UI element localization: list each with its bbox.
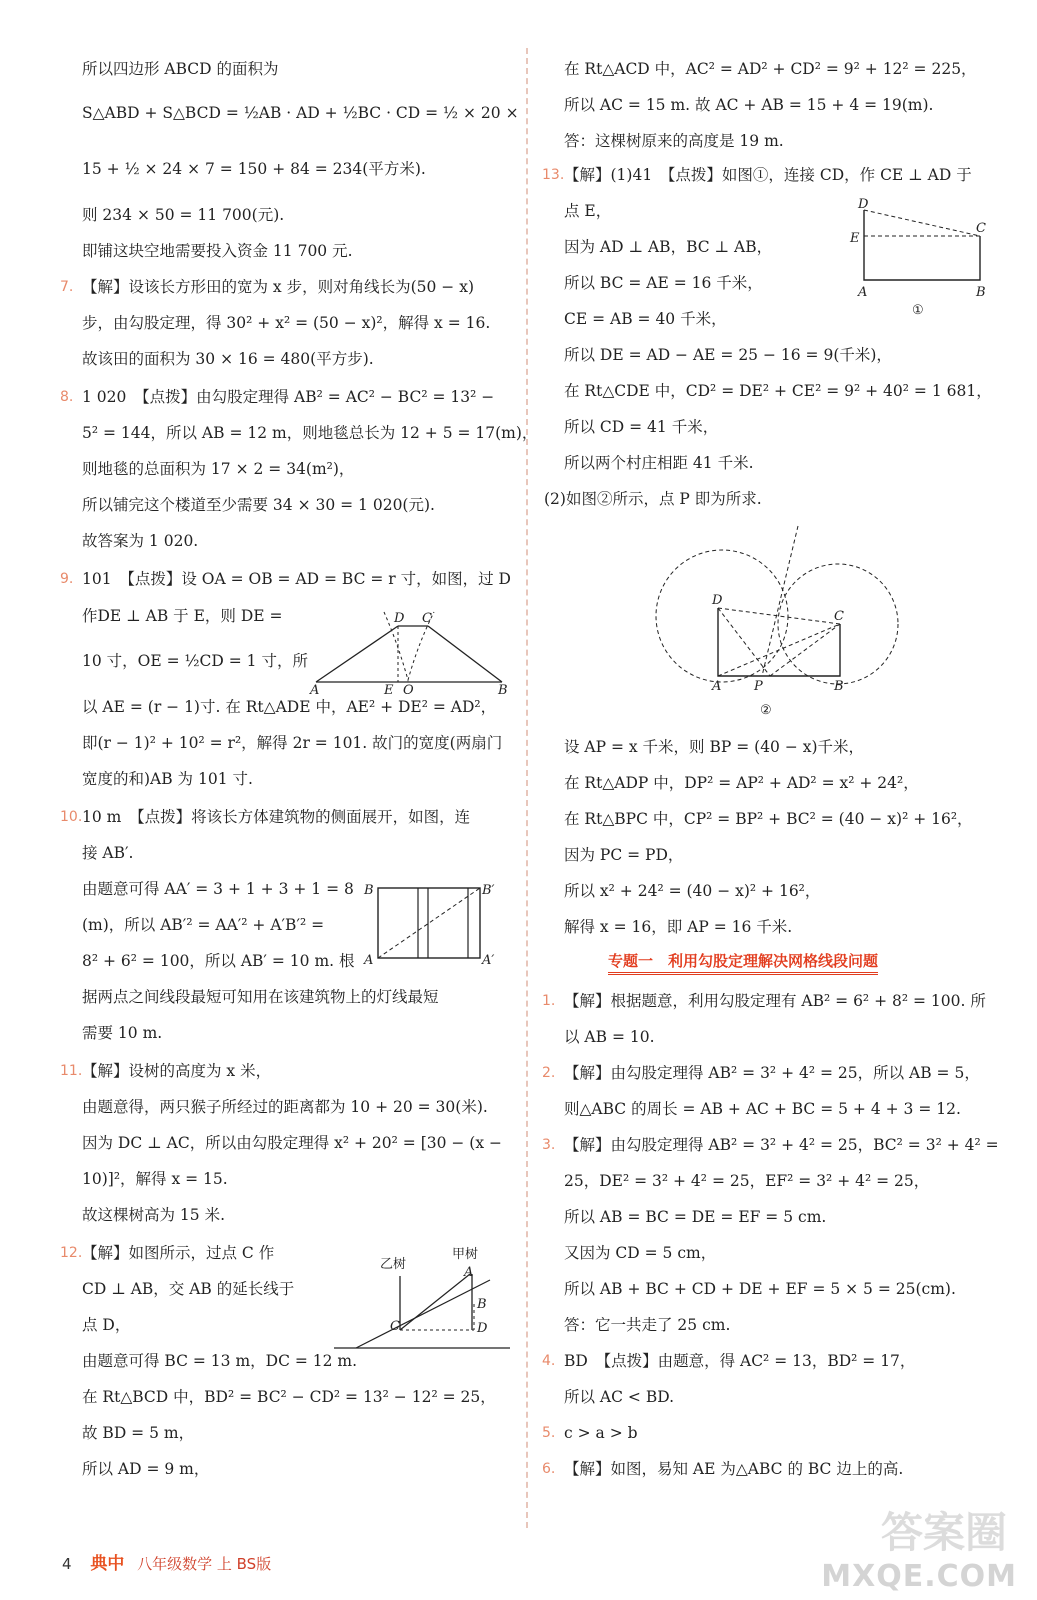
line-text: 25，DE² = 3² + 4² = 25，EF² = 3² + 4² = 25， (564, 1172, 930, 1190)
question-number: 3. (542, 1137, 556, 1153)
line-text: 由题意得，两只猴子所经过的距离都为 10 + 20 = 30(米). (82, 1098, 488, 1116)
figure-13-2 (650, 520, 900, 720)
right-line (564, 1386, 674, 1408)
left-line (82, 458, 354, 480)
right-line (564, 272, 763, 294)
line-text: 10)]²，解得 x = 15. (82, 1170, 228, 1188)
fig12-label-b: B (477, 1297, 487, 1312)
line-text: 【解】由勾股定理得 AB² = 3² + 4² = 25，BC² = 3² + 4² = (564, 1136, 999, 1154)
fig10-label-b: B (364, 883, 374, 898)
left-line (82, 605, 283, 627)
right-line (564, 236, 772, 258)
left-line (82, 1386, 496, 1408)
question-number: 11. (60, 1063, 83, 1079)
right-line (542, 1422, 638, 1444)
question-number: 1. (542, 993, 556, 1009)
left-line (60, 276, 474, 298)
line-text: 又因为 CD = 5 cm， (564, 1244, 717, 1262)
line-text: 所以 AB = BC = DE = EF = 5 cm. (564, 1208, 827, 1226)
line-text: 故答案为 1 020. (82, 532, 199, 550)
line-text: 【解】根据题意，利用勾股定理有 AB² = 6² + 8² = 100. 所 (564, 992, 986, 1010)
line-text: CE = AB = 40 千米， (564, 310, 727, 328)
line-text: 1 020 【点拨】由勾股定理得 AB² = AC² − BC² = 13² − (82, 388, 495, 406)
line-text: 由题意可得 BC = 13 m，DC = 12 m. (82, 1352, 358, 1370)
left-line (82, 1168, 228, 1190)
fig10-label-a-prime: A′ (482, 953, 495, 968)
line-text: 需要 10 m. (82, 1024, 163, 1042)
line-text: 解得 x = 16，即 AP = 16 千米. (564, 918, 793, 936)
line-text: 在 Rt△BPC 中，CP² = BP² + BC² = (40 − x)² + 16²， (564, 810, 973, 828)
line-text: 故该田的面积为 30 × 16 = 480(平方步). (82, 350, 374, 368)
fig9-label-c: C (422, 611, 432, 626)
line-text: 101 【点拨】设 OA = OB = AD = BC = r 寸，如图，过 D (82, 570, 511, 588)
fig12-label-c: C (390, 1319, 400, 1334)
right-line (564, 344, 892, 366)
line-text: 设 AP = x 千米，则 BP = (40 − x)千米， (564, 738, 865, 756)
right-line (544, 488, 762, 510)
fig9-label-d: D (394, 611, 405, 626)
line-text: 答：这棵树原来的高度是 19 m. (564, 132, 784, 150)
right-line (542, 1350, 916, 1372)
fig13a-label-num: ① (912, 303, 924, 318)
line-text: 所以 CD = 41 千米， (564, 418, 719, 436)
line-text: 接 AB′. (82, 844, 134, 862)
left-line (82, 878, 354, 900)
line-text: (m)，所以 AB′² = AA′² + A′B′² = (82, 916, 325, 934)
right-line (564, 94, 933, 116)
left-line (82, 348, 374, 370)
line-text: 所以 AD = 9 m， (82, 1460, 210, 1478)
left-line (82, 1458, 209, 1480)
question-number: 10. (60, 809, 83, 825)
left-line (82, 732, 502, 754)
fig10-label-a: A (364, 953, 374, 968)
fig13b-label-num: ② (760, 703, 772, 718)
left-line (60, 386, 495, 408)
fig13a-label-a: A (858, 285, 868, 300)
line-text: 故 BD = 5 m， (82, 1424, 195, 1442)
left-line (82, 422, 537, 444)
page-footer (62, 1549, 271, 1574)
question-number: 7. (60, 279, 74, 295)
left-line (82, 696, 496, 718)
line-text: c > a > b (564, 1424, 638, 1442)
left-line (82, 240, 353, 262)
figure-10-unfolded (360, 880, 500, 972)
left-line (82, 950, 355, 972)
left-line (82, 1096, 488, 1118)
fig13b-label-b: B (834, 679, 844, 694)
right-line (564, 1170, 929, 1192)
right-line (564, 1026, 655, 1048)
question-number: 8. (60, 389, 74, 405)
fig9-label-b: B (498, 683, 508, 696)
line-text: 宽度的和)AB 为 101 寸. (82, 770, 253, 788)
line-text: (2)如图②所示，点 P 即为所求. (544, 490, 762, 508)
line-text: 点 E， (564, 202, 612, 220)
left-line (82, 986, 439, 1008)
left-line (82, 768, 253, 790)
line-text: 所以 AC < BD. (564, 1388, 675, 1406)
line-text: 因为 PC = PD， (564, 846, 684, 864)
left-line (82, 842, 133, 864)
line-text: 10 寸，OE = ½CD = 1 寸，所 (82, 652, 308, 670)
fig9-label-e: E (384, 683, 394, 696)
line-text: 以 AB = 10. (564, 1028, 655, 1046)
right-line (542, 990, 986, 1012)
question-number: 12. (60, 1245, 83, 1261)
left-line (82, 1132, 502, 1154)
right-line (564, 916, 792, 938)
fig9-label-o: O (403, 683, 414, 696)
book-title: 八年级数学 上 BS版 (137, 1555, 272, 1573)
right-line (564, 380, 992, 402)
question-number: 9. (60, 571, 74, 587)
line-text: 15 + ½ × 24 × 7 = 150 + 84 = 234(平方米). (82, 160, 426, 178)
right-line (564, 736, 864, 758)
right-line (564, 1278, 956, 1300)
page-number: 4 (62, 1555, 72, 1573)
line-text: 所以 DE = AD − AE = 25 − 16 = 9(千米)， (564, 346, 892, 364)
line-text: 【解】如图，易知 AE 为△ABC 的 BC 边上的高. (564, 1460, 904, 1478)
line-text: 所以 x² + 24² = (40 − x)² + 16²， (564, 882, 821, 900)
figure-9-door (308, 604, 518, 696)
fig12-label-a: A (464, 1265, 474, 1280)
left-line (82, 1022, 162, 1044)
left-line (82, 650, 308, 672)
line-text: 8² + 6² = 100，所以 AB′ = 10 m. 根 (82, 952, 355, 970)
line-text: 所以 AB + BC + CD + DE + EF = 5 × 5 = 25(cm). (564, 1280, 956, 1298)
fig13a-label-d: D (858, 198, 869, 212)
left-line (82, 1422, 194, 1444)
line-text: 以 AE = (r − 1)寸. 在 Rt△ADE 中，AE² + DE² = AD²， (82, 698, 497, 716)
right-line (542, 1134, 999, 1156)
line-text: 即(r − 1)² + 10² = r²，解得 2r = 101. 故门的宽度(两扇门 (82, 734, 503, 752)
line-text: 在 Rt△CDE 中，CD² = DE² + CE² = 9² + 40² = 1 681， (564, 382, 992, 400)
line-text: 所以 BC = AE = 16 千米， (564, 274, 763, 292)
left-line (82, 1278, 294, 1300)
question-number: 2. (542, 1065, 556, 1081)
right-line (542, 164, 972, 186)
right-line (564, 452, 754, 474)
figure-13-1 (846, 198, 996, 322)
line-text: 【解】设该长方形田的宽为 x 步，则对角线长为(50 − x) (82, 278, 474, 296)
line-text: 在 Rt△BCD 中，BD² = BC² − CD² = 13² − 12² = 25， (82, 1388, 496, 1406)
left-line (60, 1242, 275, 1264)
right-line (564, 880, 820, 902)
fig12-label-jia: 甲树 (452, 1247, 479, 1262)
fig9-label-a: A (310, 683, 320, 696)
question-number: 13. (542, 167, 565, 183)
line-text: 即铺这块空地需要投入资金 11 700 元. (82, 242, 353, 260)
right-line (564, 1314, 730, 1336)
line-text: 答：它一共走了 25 cm. (564, 1316, 731, 1334)
line-text: S△ABD + S△BCD = ½AB · AD + ½BC · CD = ½ × 20 × (82, 104, 519, 122)
line-text: 则△ABC 的周长 = AB + AC + BC = 5 + 4 + 3 = 12. (564, 1100, 961, 1118)
line-text: 10 m 【点拨】将该长方体建筑物的侧面展开，如图，连 (82, 808, 471, 826)
line-text: 由题意可得 AA′ = 3 + 1 + 3 + 1 = 8 (82, 880, 354, 898)
figure-12-trees (334, 1244, 514, 1352)
fig13b-label-c: C (834, 609, 844, 624)
column-divider (526, 48, 528, 1528)
line-text: 【解】(1)41 【点拨】如图①，连接 CD，作 CE ⊥ AD 于 (564, 166, 972, 184)
left-line (82, 312, 490, 334)
special-topic-title: 专题一 利用勾股定理解决网格线段问题 (608, 950, 878, 975)
right-line (564, 772, 919, 794)
line-text: 所以两个村庄相距 41 千米. (564, 454, 754, 472)
line-text: 因为 AD ⊥ AB，BC ⊥ AB， (564, 238, 773, 256)
right-line (564, 844, 683, 866)
right-line (564, 416, 718, 438)
fig12-label-yi: 乙树 (380, 1257, 407, 1272)
left-line (82, 1350, 357, 1372)
line-text: 【解】如图所示，过点 C 作 (82, 1244, 275, 1262)
line-text: 所以铺完这个楼道至少需要 34 × 30 = 1 020(元). (82, 496, 435, 514)
line-text: 据两点之间线段最短可知用在该建筑物上的灯线最短 (82, 988, 439, 1006)
line-text: BD 【点拨】由题意，得 AC² = 13，BD² = 17， (564, 1352, 916, 1370)
left-line (82, 530, 198, 552)
line-text: 作DE ⊥ AB 于 E，则 DE = (82, 607, 283, 625)
line-text: 【解】由勾股定理得 AB² = 3² + 4² = 25，所以 AB = 5， (564, 1064, 980, 1082)
brand-logo: 典中 (90, 1554, 125, 1574)
line-text: CD ⊥ AB，交 AB 的延长线于 (82, 1280, 295, 1298)
fig13b-label-d: D (712, 593, 723, 608)
fig12-label-d: D (477, 1321, 488, 1336)
fig10-label-b-prime: B′ (482, 883, 495, 898)
right-line (564, 200, 611, 222)
line-text: 故这棵树高为 15 米. (82, 1206, 226, 1224)
left-line (82, 1314, 130, 1336)
line-text: 【解】设树的高度为 x 米， (82, 1062, 272, 1080)
left-line (82, 102, 519, 124)
fig13b-label-p: P (754, 679, 763, 694)
right-line (564, 1098, 961, 1120)
right-line (542, 1062, 980, 1084)
left-line (82, 494, 435, 516)
fig13b-label-a: A (712, 679, 722, 694)
line-text: 5² = 144，所以 AB = 12 m，则地毯总长为 12 + 5 = 17(m)， (82, 424, 538, 442)
line-text: 在 Rt△ACD 中，AC² = AD² + CD² = 9² + 12² = 225， (564, 60, 977, 78)
right-line (542, 1458, 904, 1480)
question-number: 4. (542, 1353, 556, 1369)
left-line (60, 806, 471, 828)
right-line (564, 1242, 716, 1264)
question-number: 5. (542, 1425, 556, 1441)
fig13a-label-b: B (976, 285, 986, 300)
line-text: 则地毯的总面积为 17 × 2 = 34(m²)， (82, 460, 355, 478)
left-line (82, 58, 279, 80)
watermark-logo-icon: 答案圈 (880, 1508, 1007, 1557)
right-line (564, 58, 977, 80)
fig13a-label-e: E (850, 231, 860, 246)
left-line (82, 1204, 225, 1226)
right-line (564, 130, 784, 152)
line-text: 点 D， (82, 1316, 131, 1334)
left-line (60, 568, 511, 590)
line-text: 步，由勾股定理，得 30² + x² = (50 − x)²，解得 x = 16. (82, 314, 491, 332)
left-line (82, 204, 284, 226)
line-text: 则 234 × 50 = 11 700(元). (82, 206, 285, 224)
line-text: 所以四边形 ABCD 的面积为 (82, 60, 279, 78)
question-number: 6. (542, 1461, 556, 1477)
right-line (564, 308, 727, 330)
left-line (82, 158, 426, 180)
line-text: 因为 DC ⊥ AC，所以由勾股定理得 x² + 20² = [30 − (x − (82, 1134, 503, 1152)
left-line (60, 1060, 272, 1082)
fig13a-label-c: C (976, 221, 986, 236)
line-text: 所以 AC = 15 m. 故 AC + AB = 15 + 4 = 19(m). (564, 96, 934, 114)
line-text: 在 Rt△ADP 中，DP² = AP² + AD² = x² + 24²， (564, 774, 919, 792)
watermark-text: MXQE.COM (821, 1559, 1017, 1594)
right-line (564, 1206, 826, 1228)
left-line (82, 914, 324, 936)
right-line (564, 808, 973, 830)
